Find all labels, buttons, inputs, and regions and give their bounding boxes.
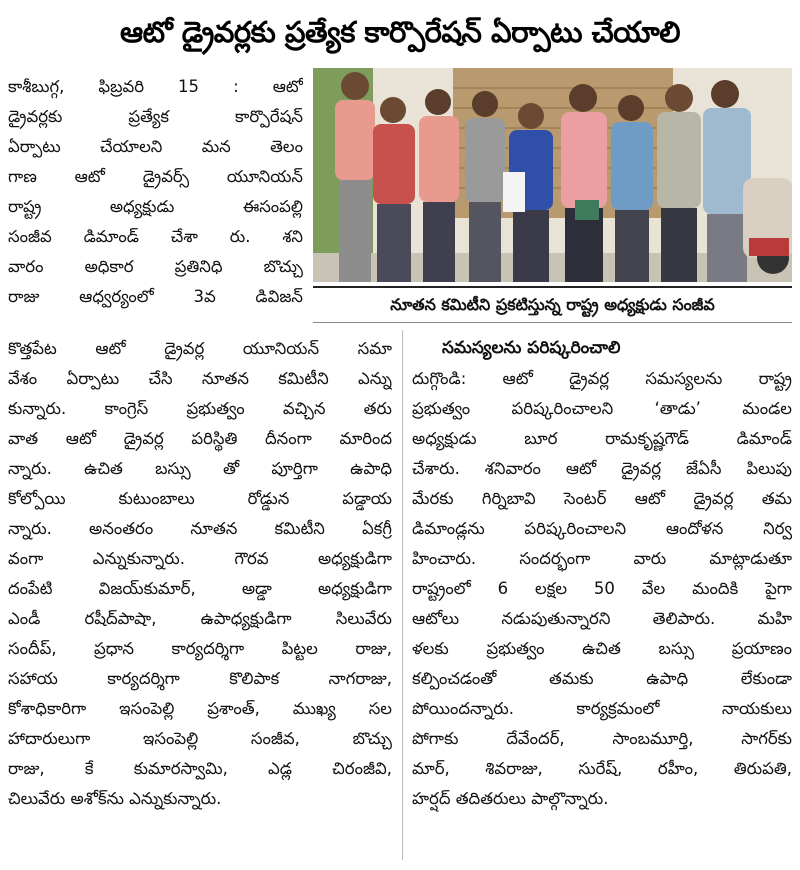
body-line: కాశీబుగ్గ, ఫిబ్రవరి 15 : ఆటో [8, 77, 303, 96]
news-photo [313, 68, 792, 282]
headline: ఆటో డ్రైవర్లకు ప్రత్యేక కార్పొరేషన్ ఏర్పాటు చేయాలి [119, 15, 681, 49]
sub-headline: సమస్యలను పరిష్కరించాలి [442, 338, 621, 358]
body-line: హాదారులుగా ఇసంపెల్లి సంజీవ, బొచ్చు [8, 729, 392, 748]
body-line: ఆటోలు నడుపుతున్నారని తెలిపారు. మహి [412, 609, 792, 628]
body-line: సందీప్, ప్రధాన కార్యదర్శిగా పిట్టల రాజు, [8, 639, 392, 658]
body-line: గాణ ఆటో డ్రైవర్స్ యూనియన్ [8, 167, 303, 186]
body-line: మార్, శివరాజు, సురేష్, రహీం, తిరుపతి, [412, 759, 792, 778]
body-line: హర్షద్ తదితరులు పాల్గొన్నారు. [412, 789, 609, 808]
body-line: కోల్పోయి కుటుంబాలు రోడ్డున పడ్డాయ [8, 489, 392, 508]
body-line: డిమాండ్లను పరిష్కరించాలని ఆందోళన నిర్వ [412, 519, 792, 538]
body-line: రాష్ట్ర అధ్యక్షుడు ఈసంపల్లి [8, 197, 303, 216]
body-line: ళలకు ప్రభుత్వం ఉచిత బస్సు ప్రయాణం [412, 639, 792, 658]
body-line: సంజీవ డిమాండ్ చేశా రు. శని [8, 227, 303, 246]
body-line: చిలువేరు అశోక్‌ను ఎన్నుకున్నారు. [8, 789, 222, 808]
article-left-column-top [8, 72, 303, 312]
body-line: ఏర్పాటు చేయాలని మన తెలం [8, 137, 303, 156]
body-line: వంగా ఎన్నుకున్నారు. గౌరవ అధ్యక్షుడిగా [8, 549, 392, 568]
photo-caption: నూతన కమిటీని ప్రకటిస్తున్న రాష్ట్ర అధ్యక్షుడు సంజీవ [313, 286, 792, 323]
body-line: పోయిందన్నారు. కార్యక్రమంలో నాయకులు [412, 699, 792, 718]
body-line: డ్రైవర్లకు ప్రత్యేక కార్పొరేషన్ [8, 107, 303, 126]
body-line: చేశారు. శనివారం ఆటో డ్రైవర్ల జేఏసీ పిలుపు [412, 459, 792, 478]
body-line: దంపేటి విజయ్‌కుమార్, అడ్డా అధ్యక్షుడిగా [8, 579, 392, 598]
body-line: కొత్తపేట ఆటో డ్రైవర్ల యూనియన్ సమా [8, 339, 392, 358]
body-line: మేరకు గిర్నిబావి సెంటర్ ఆటో డ్రైవర్ల తమ [412, 489, 792, 508]
body-line: ప్రభుత్వం పరిష్కరించాలని ‘తాడు’ మండల [412, 399, 792, 418]
article-right-column [412, 364, 792, 814]
body-line: హించారు. సందర్భంగా వారు మాట్లాడుతూ [412, 549, 792, 568]
body-line: రాష్ట్రంలో 6 లక్షల 50 వేల మందికి పైగా [412, 579, 792, 598]
body-line: ఎండీ రషీద్‌పాషా, ఉపాధ్యక్షుడిగా సిలువేరు [8, 609, 392, 628]
body-line: వాత ఆటో డ్రైవర్ల పరిస్థితి దీనంగా మారింద [8, 429, 392, 448]
body-line: వారం అధికార ప్రతినిధి బొచ్చు [8, 257, 303, 276]
body-line: కున్నారు. కాంగ్రెస్ ప్రభుత్వం వచ్చిన తరు [8, 399, 392, 418]
body-line: పోగాకు దేవేందర్, సాంబమూర్తి, సాగర్‌కు [412, 729, 792, 748]
body-line: అధ్యక్షుడు బూర రామకృష్ణగౌడ్ డిమాండ్ [412, 429, 792, 448]
body-line: వేశం ఏర్పాటు చేసి నూతన కమిటీని ఎన్ను [8, 369, 392, 388]
body-line: రాజు, కే కుమారస్వామి, ఎడ్ల చిరంజీవి, [8, 759, 392, 778]
body-line: న్నారు. అనంతరం నూతన కమిటీని ఏకగ్రీ [8, 519, 392, 538]
body-line: కోశాధికారిగా ఇసంపెల్లి ప్రశాంత్, ముఖ్య సల [8, 699, 392, 718]
body-line: న్నారు. ఉచిత బస్సు తో పూర్తిగా ఉపాధి [8, 459, 392, 478]
article-left-column-bottom [8, 334, 392, 814]
body-line: రాజు ఆధ్వర్యంలో 3వ డివిజన్ [8, 287, 303, 306]
body-line: దుగ్గొండి: ఆటో డ్రైవర్ల సమస్యలను రాష్ట్ర [412, 369, 792, 388]
body-line: సహాయ కార్యదర్శిగా కొలిపాక నాగరాజు, [8, 669, 392, 688]
column-divider [402, 330, 403, 860]
body-line: కల్పించడంతో తమకు ఉపాధి లేకుండా [412, 669, 792, 688]
